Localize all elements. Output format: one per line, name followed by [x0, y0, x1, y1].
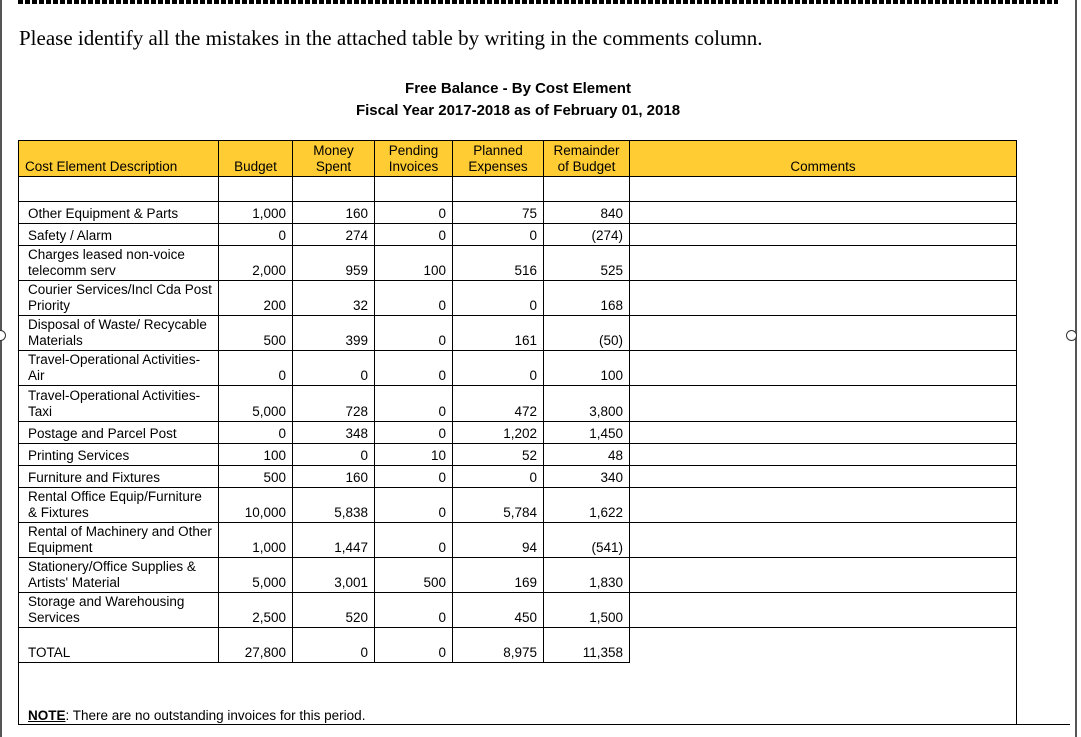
row-description: Charges leased non-voice telecomm serv	[19, 246, 219, 281]
comment-cell[interactable]	[630, 422, 1017, 444]
row-budget: 500	[219, 466, 293, 488]
table-row	[19, 444, 1017, 466]
row-description: Other Equipment & Parts	[19, 202, 219, 224]
row-description: Disposal of Waste/ Recycable Materials	[19, 316, 219, 351]
header-comments: Comments	[630, 141, 1017, 177]
row-pending: 0	[375, 488, 453, 523]
row-remainder: 1,830	[544, 558, 630, 593]
row-description: Stationery/Office Supplies & Artists' Material	[19, 558, 219, 593]
row-planned: 1,202	[453, 422, 544, 444]
bottom-border	[18, 724, 1070, 725]
resize-handle-right[interactable]	[1066, 330, 1077, 341]
row-remainder: (50)	[544, 316, 630, 351]
row-budget: 0	[219, 351, 293, 386]
comment-cell[interactable]	[630, 281, 1017, 316]
table-title: Free Balance - By Cost Element	[405, 80, 631, 97]
table-row	[19, 488, 1017, 523]
free-balance-table	[18, 140, 1017, 663]
table-row	[19, 466, 1017, 488]
header-row	[19, 141, 1017, 177]
comment-cell[interactable]	[630, 386, 1017, 422]
row-remainder: 840	[544, 202, 630, 224]
row-budget: 2,500	[219, 593, 293, 628]
row-money-spent: 0	[293, 351, 375, 386]
header-budget: Budget	[219, 141, 293, 177]
comment-cell[interactable]	[630, 177, 1017, 202]
table-row	[19, 593, 1017, 628]
comment-cell[interactable]	[630, 246, 1017, 281]
row-budget: 500	[219, 316, 293, 351]
row-remainder: (274)	[544, 224, 630, 246]
row-budget: 200	[219, 281, 293, 316]
row-money-spent: 728	[293, 386, 375, 422]
comment-cell[interactable]	[630, 224, 1017, 246]
row-pending: 500	[375, 558, 453, 593]
row-pending: 100	[375, 246, 453, 281]
row-pending: 0	[375, 386, 453, 422]
table-row	[19, 351, 1017, 386]
header-pending-invoices: Pending Invoices	[375, 141, 453, 177]
row-pending: 0	[375, 202, 453, 224]
header-money-spent: Money Spent	[293, 141, 375, 177]
row-money-spent: 32	[293, 281, 375, 316]
total-pending: 0	[375, 628, 453, 663]
row-budget: 0	[219, 422, 293, 444]
row-planned: 472	[453, 386, 544, 422]
comment-cell[interactable]	[630, 316, 1017, 351]
note-label: NOTE	[28, 708, 66, 723]
row-remainder: 3,800	[544, 386, 630, 422]
row-money-spent: 3,001	[293, 558, 375, 593]
total-planned: 8,975	[453, 628, 544, 663]
table-row	[19, 224, 1017, 246]
row-budget: 100	[219, 444, 293, 466]
total-money-spent: 0	[293, 628, 375, 663]
row-remainder: (541)	[544, 523, 630, 558]
comment-cell[interactable]	[630, 558, 1017, 593]
row-pending: 0	[375, 316, 453, 351]
table-row	[19, 246, 1017, 281]
row-description: Travel-Operational Activities-Taxi	[19, 386, 219, 422]
total-row	[19, 628, 1017, 663]
total-budget: 27,800	[219, 628, 293, 663]
row-money-spent: 274	[293, 224, 375, 246]
header-planned-expenses: Planned Expenses	[453, 141, 544, 177]
row-planned: 0	[453, 281, 544, 316]
row-remainder: 525	[544, 246, 630, 281]
row-planned: 450	[453, 593, 544, 628]
note-text	[28, 708, 365, 723]
row-planned: 75	[453, 202, 544, 224]
total-remainder: 11,358	[544, 628, 630, 663]
row-planned: 52	[453, 444, 544, 466]
row-planned: 169	[453, 558, 544, 593]
row-remainder: 100	[544, 351, 630, 386]
row-money-spent: 520	[293, 593, 375, 628]
table-row	[19, 558, 1017, 593]
row-remainder: 1,622	[544, 488, 630, 523]
row-budget: 1,000	[219, 202, 293, 224]
row-planned: 161	[453, 316, 544, 351]
row-remainder: 1,500	[544, 593, 630, 628]
row-description: Safety / Alarm	[19, 224, 219, 246]
row-money-spent: 959	[293, 246, 375, 281]
comment-cell[interactable]	[630, 523, 1017, 558]
row-description: Courier Services/Incl Cda Post Priority	[19, 281, 219, 316]
row-description: Rental Office Equip/Furniture & Fixtures	[19, 488, 219, 523]
row-budget: 5,000	[219, 386, 293, 422]
row-description: Travel-Operational Activities-Air	[19, 351, 219, 386]
row-description: Rental of Machinery and Other Equipment	[19, 523, 219, 558]
table-row	[19, 316, 1017, 351]
total-label: TOTAL	[19, 628, 219, 663]
row-planned: 516	[453, 246, 544, 281]
comment-cell[interactable]	[630, 351, 1017, 386]
top-dashed-border	[18, 0, 1058, 4]
table-row	[19, 422, 1017, 444]
row-budget: 0	[219, 224, 293, 246]
row-pending: 0	[375, 224, 453, 246]
row-money-spent: 1,447	[293, 523, 375, 558]
row-remainder: 1,450	[544, 422, 630, 444]
row-money-spent: 399	[293, 316, 375, 351]
row-remainder: 168	[544, 281, 630, 316]
row-pending: 0	[375, 466, 453, 488]
table-row	[19, 386, 1017, 422]
note-body: : There are no outstanding invoices for this period.	[65, 708, 366, 723]
header-cost-element: Cost Element Description	[19, 141, 219, 177]
row-money-spent: 0	[293, 444, 375, 466]
row-money-spent: 5,838	[293, 488, 375, 523]
table-subtitle: Fiscal Year 2017-2018 as of February 01, 2018	[355, 102, 681, 119]
row-money-spent: 160	[293, 202, 375, 224]
header-remainder: Remainder of Budget	[544, 141, 630, 177]
row-money-spent: 160	[293, 466, 375, 488]
row-pending: 0	[375, 351, 453, 386]
row-budget: 5,000	[219, 558, 293, 593]
row-planned: 94	[453, 523, 544, 558]
row-remainder: 340	[544, 466, 630, 488]
row-remainder: 48	[544, 444, 630, 466]
row-pending: 0	[375, 281, 453, 316]
row-description: Postage and Parcel Post	[19, 422, 219, 444]
instruction-text: Please identify all the mistakes in the attached table by writing in the comments column.	[19, 26, 763, 50]
comment-cell[interactable]	[630, 444, 1017, 466]
table-row	[19, 523, 1017, 558]
row-pending: 0	[375, 593, 453, 628]
row-planned: 0	[453, 466, 544, 488]
row-pending: 0	[375, 422, 453, 444]
comment-cell[interactable]	[630, 628, 1017, 663]
comment-cell[interactable]	[630, 488, 1017, 523]
row-pending: 10	[375, 444, 453, 466]
page-right-edge	[1075, 0, 1077, 737]
table-row	[19, 202, 1017, 224]
comment-cell[interactable]	[630, 593, 1017, 628]
resize-handle-left[interactable]	[0, 330, 6, 341]
comment-cell[interactable]	[630, 466, 1017, 488]
row-description: Storage and Warehousing Services	[19, 593, 219, 628]
row-budget: 10,000	[219, 488, 293, 523]
row-money-spent: 348	[293, 422, 375, 444]
comment-cell[interactable]	[630, 202, 1017, 224]
row-description: Printing Services	[19, 444, 219, 466]
row-planned: 0	[453, 224, 544, 246]
row-planned: 5,784	[453, 488, 544, 523]
table-row	[19, 281, 1017, 316]
row-pending: 0	[375, 523, 453, 558]
row-planned: 0	[453, 351, 544, 386]
spacer-row	[19, 177, 1017, 202]
row-budget: 1,000	[219, 523, 293, 558]
row-description: Furniture and Fixtures	[19, 466, 219, 488]
row-budget: 2,000	[219, 246, 293, 281]
